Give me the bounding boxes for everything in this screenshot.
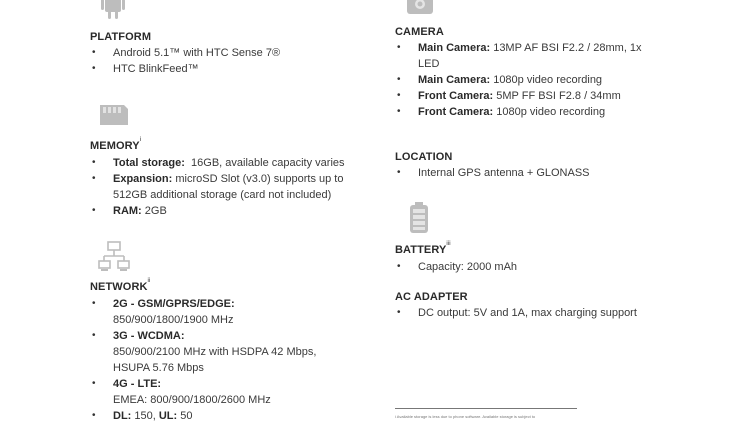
- list-item: • Internal GPS antenna + GLONASS: [395, 165, 685, 181]
- list-item: • Front Camera: 1080p video recording: [395, 104, 647, 120]
- memory-heading: MEMORY$^i$: [90, 137, 142, 152]
- battery-heading: BATTERY$^{iii}$: [395, 241, 451, 256]
- ac-adapter-list: [395, 305, 695, 321]
- ac-adapter-heading: AC ADAPTER: [395, 291, 468, 303]
- list-item: • Main Camera: 13MP AF BSI F2.2 / 28mm, 1x LED: [395, 40, 647, 72]
- network-heading: NETWORK$^{ii}$: [90, 278, 151, 293]
- camera-icon: [405, 0, 435, 16]
- list-item: • HTC BlinkFeed™: [90, 61, 380, 77]
- list-item: • Main Camera: 1080p video recording: [395, 72, 647, 88]
- platform-list: [90, 45, 380, 77]
- list-item: • 2G - GSM/GPRS/EDGE: 850/900/1800/1900 MHz: [90, 296, 352, 328]
- battery-list: [395, 259, 685, 275]
- camera-heading: CAMERA: [395, 26, 444, 38]
- list-item: • 4G - LTE: EMEA: 800/900/1800/2600 MHz: [90, 376, 352, 408]
- list-item: • Capacity: 2000 mAh: [395, 259, 685, 275]
- battery-icon: [409, 202, 429, 234]
- list-item: • Expansion: microSD Slot (v3.0) supports up to 512GB additional storage (card not included): [90, 171, 352, 203]
- android-icon: [101, 0, 125, 21]
- list-item: • RAM: 2GB: [90, 203, 352, 219]
- footnote-divider: [395, 408, 577, 409]
- list-item: • Total storage: 16GB, available capacity varies: [90, 155, 352, 171]
- list-item: • Android 5.1™ with HTC Sense 7®: [90, 45, 380, 61]
- list-item: • DL: 150, UL: 50: [90, 408, 352, 424]
- camera-list: [395, 40, 647, 120]
- memory-list: [90, 155, 352, 219]
- location-heading: LOCATION: [395, 151, 453, 163]
- footnote: i Available storage is less due to phone software. Available storage is subject to: [395, 414, 536, 419]
- list-item: • DC output: 5V and 1A, max charging support: [395, 305, 695, 321]
- network-icon: [98, 241, 130, 273]
- sd-card-icon: [98, 103, 130, 127]
- location-list: [395, 165, 685, 181]
- network-list: [90, 296, 352, 424]
- platform-heading: PLATFORM: [90, 31, 152, 43]
- list-item: • 3G - WCDMA: 850/900/2100 MHz with HSDPA 42 Mbps, HSUPA 5.76 Mbps: [90, 328, 352, 376]
- list-item: • Front Camera: 5MP FF BSI F2.8 / 34mm: [395, 88, 647, 104]
